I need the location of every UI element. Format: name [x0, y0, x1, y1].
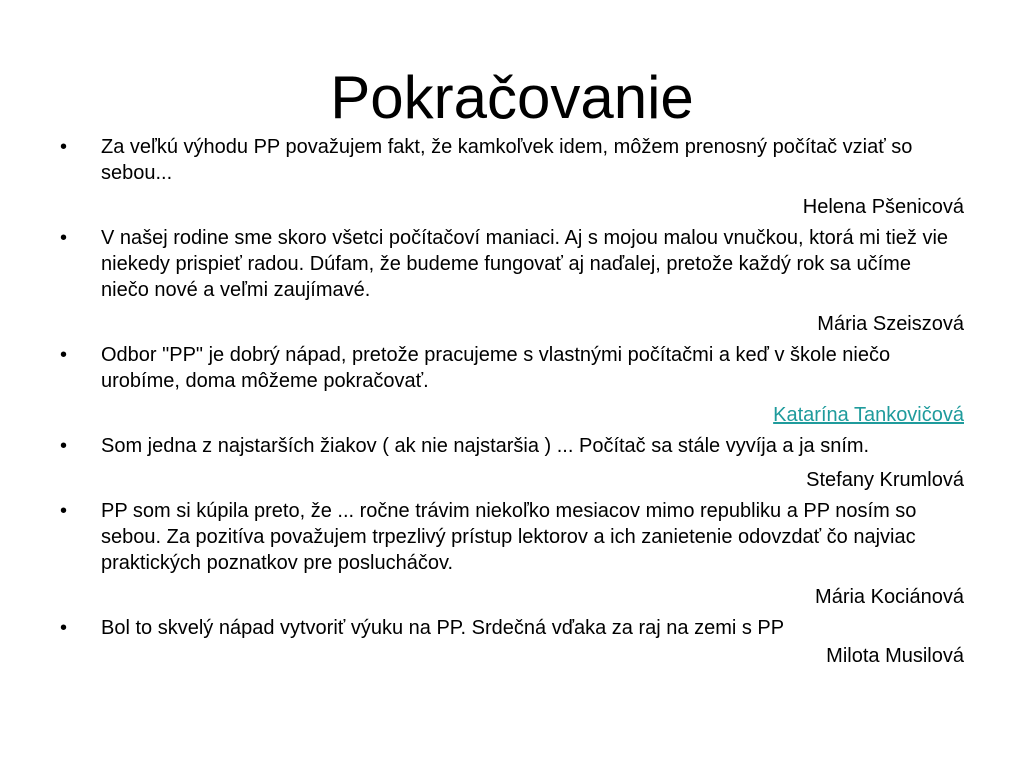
- testimonial-2-text: [60, 225, 964, 303]
- bullet-icon: •: [60, 227, 68, 249]
- slide-title: Pokračovanie: [330, 64, 694, 131]
- testimonial-text: Som jedna z najstarších žiakov ( ak nie najstaršia ) ... Počítač sa stále vyvíja a ja sním.: [101, 435, 870, 457]
- bullet-icon: •: [60, 617, 68, 639]
- testimonial-1-text: [60, 134, 964, 186]
- testimonial-5-text: [60, 498, 964, 576]
- testimonial-6-text: [60, 615, 964, 641]
- bullet-icon: •: [60, 344, 68, 366]
- testimonial-text: Za veľkú výhodu PP považujem fakt, že kamkoľvek idem, môžem prenosný počítač vziať so sebou...: [101, 136, 913, 184]
- testimonial-text: V našej rodine sme skoro všetci počítačoví maniaci. Aj s mojou malou vnučkou, ktorá mi tiež vie niekedy prispieť radou. Dúfam, že budeme fungovať aj naďalej, pretože každý rok sa učíme niečo nové a veľmi zaujímavé.: [101, 227, 949, 301]
- testimonial-3-author-link[interactable]: Katarína Tankovičová: [773, 404, 964, 426]
- testimonial-text: PP som si kúpila preto, že ... ročne trávim niekoľko mesiacov mimo republiku a PP nosím so sebou. Za pozitíva považujem trpezlivý prístup lektorov a ich zanietenie odovzdať čo najviac praktických poznatkov pre poslucháčov.: [101, 500, 917, 574]
- testimonial-text: Bol to skvelý nápad vytvoriť výuku na PP. Srdečná vďaka za raj na zemi s PP: [101, 617, 785, 639]
- testimonial-5-author: Mária Kociánová: [815, 586, 964, 608]
- testimonial-list: [60, 134, 964, 674]
- bullet-icon: •: [60, 500, 68, 522]
- bullet-icon: •: [60, 136, 68, 158]
- testimonial-1-author: Helena Pšenicová: [802, 196, 964, 218]
- testimonial-3-text: [60, 342, 964, 394]
- testimonial-4-author: Stefany Krumlová: [806, 469, 964, 491]
- testimonial-4-text: [60, 433, 964, 459]
- testimonial-2-author: Mária Szeiszová: [817, 313, 964, 335]
- testimonial-text: Odbor "PP" je dobrý nápad, pretože pracujeme s vlastnými počítačmi a keď v škole niečo urobíme, doma môžeme pokračovať.: [101, 344, 891, 392]
- testimonial-6-author: Milota Musilová: [826, 645, 964, 667]
- bullet-icon: •: [60, 435, 68, 457]
